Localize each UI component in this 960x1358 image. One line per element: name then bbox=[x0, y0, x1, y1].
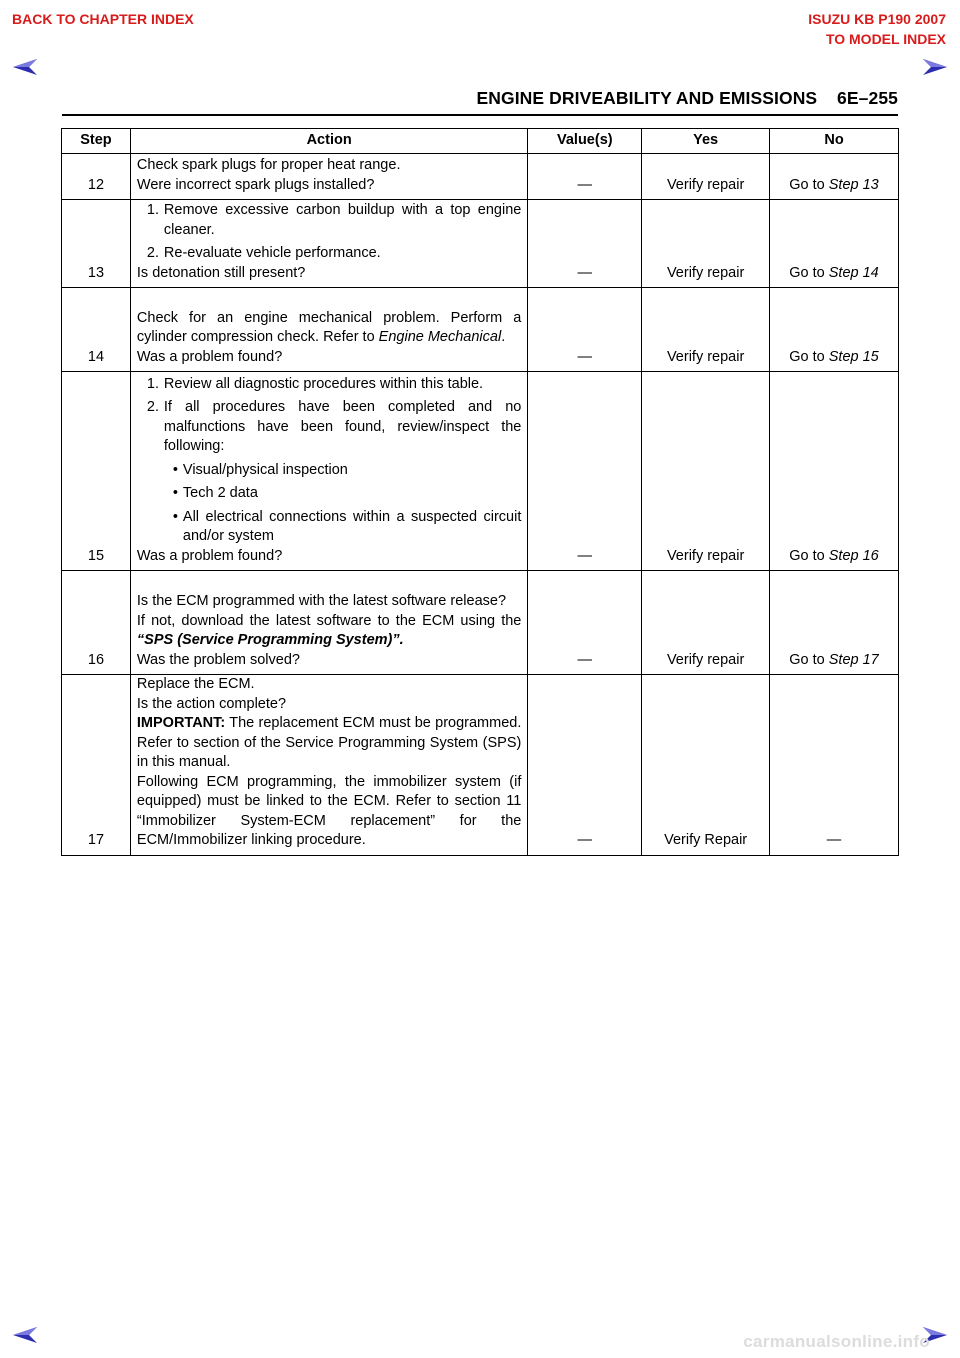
table-row-step-15 bbox=[62, 372, 899, 571]
action-cell bbox=[130, 571, 527, 675]
important-text: The replacement ECM must be programmed. Refer to section of the Service Programming System (SPS) in this manual. bbox=[136, 715, 522, 770]
column-header-values: Value(s) bbox=[528, 129, 642, 154]
bullet-text: Tech 2 data bbox=[182, 485, 258, 501]
list-number: 1. bbox=[146, 202, 159, 218]
list-text: Review all diagnostic procedures within this table. bbox=[163, 375, 484, 392]
action-question: Is the action complete? bbox=[136, 695, 287, 712]
back-to-chapter-index-link[interactable]: BACK TO CHAPTER INDEX bbox=[12, 11, 194, 27]
bullet-icon: • bbox=[172, 485, 178, 501]
model-title-link[interactable]: ISUZU KB P190 2007 bbox=[808, 11, 946, 27]
column-header-step: Step bbox=[62, 129, 131, 154]
no-cell bbox=[770, 154, 899, 200]
table-row-step-12 bbox=[62, 154, 899, 200]
yes-cell: Verify repair bbox=[642, 372, 770, 571]
list-text: Remove excessive carbon buildup with a top engine cleaner. bbox=[163, 202, 522, 238]
action-text: Check spark plugs for proper heat range. bbox=[136, 157, 401, 173]
list-item bbox=[137, 398, 521, 457]
list-number: 2. bbox=[146, 245, 159, 261]
step-link[interactable]: Step 13 bbox=[828, 176, 879, 193]
action-text bbox=[137, 309, 521, 348]
step-number: 12 bbox=[62, 154, 131, 200]
to-model-index-link[interactable]: TO MODEL INDEX bbox=[825, 31, 946, 47]
action-text-download bbox=[137, 612, 521, 651]
value-cell: — bbox=[528, 571, 642, 675]
list-number: 2. bbox=[146, 399, 159, 415]
action-text: Replace the ECM. bbox=[136, 676, 255, 692]
bullet-item bbox=[137, 508, 521, 547]
action-text: Is the ECM programmed with the latest software release? bbox=[136, 593, 507, 609]
action-text-main: Check for an engine mechanical problem. Perform a cylinder compression check. Refer to bbox=[136, 309, 522, 345]
action-text-end: . bbox=[501, 329, 506, 345]
no-cell bbox=[770, 372, 899, 571]
prev-page-bottom-arrow-icon[interactable] bbox=[12, 1326, 38, 1344]
bullet-icon: • bbox=[172, 508, 178, 525]
value-cell: — bbox=[528, 154, 642, 200]
step-number: 14 bbox=[62, 288, 131, 372]
bullet-text: Visual/physical inspection bbox=[182, 461, 348, 478]
table-row-step-13 bbox=[62, 200, 899, 288]
reference-link[interactable]: Engine Mechanical bbox=[378, 329, 502, 345]
bullet-item bbox=[137, 461, 521, 481]
table-row-step-14 bbox=[62, 288, 899, 372]
no-cell bbox=[770, 571, 899, 675]
step-link[interactable]: Step 15 bbox=[828, 348, 879, 365]
column-header-yes: Yes bbox=[642, 129, 770, 154]
column-header-no: No bbox=[770, 129, 899, 154]
step-link[interactable]: Step 16 bbox=[828, 547, 879, 564]
go-to-text: Go to bbox=[789, 547, 829, 564]
sps-reference-link[interactable]: “SPS (Service Programming System)”. bbox=[136, 632, 404, 648]
list-number: 1. bbox=[146, 375, 159, 392]
prev-page-arrow-icon[interactable] bbox=[12, 58, 38, 76]
important-note bbox=[137, 714, 521, 773]
watermark: carmanualsonline.info bbox=[743, 1332, 930, 1351]
step-number: 16 bbox=[62, 571, 131, 675]
step-number: 17 bbox=[62, 675, 131, 856]
go-to-text: Go to bbox=[789, 651, 829, 668]
go-to-text: Go to bbox=[789, 348, 829, 365]
yes-cell: Verify repair bbox=[642, 571, 770, 675]
immobilizer-note: Following ECM programming, the immobilizer system (if equipped) must be linked to the ECM. Refer to section 11 “Immobilizer System-ECM replacement” for the ECM/Immobilizer linking procedure. bbox=[136, 773, 522, 848]
important-label: IMPORTANT: bbox=[136, 715, 226, 731]
diagnostic-table bbox=[61, 128, 899, 856]
yes-cell: Verify repair bbox=[642, 154, 770, 200]
list-item bbox=[137, 375, 521, 395]
column-header-action: Action bbox=[130, 129, 527, 154]
action-cell bbox=[130, 200, 527, 288]
action-cell bbox=[130, 154, 527, 200]
step-link[interactable]: Step 17 bbox=[828, 651, 879, 668]
action-cell bbox=[130, 372, 527, 571]
bullet-text: All electrical connections within a suspected circuit and/or system bbox=[182, 508, 522, 544]
bullet-icon: • bbox=[172, 461, 178, 478]
table-header-row bbox=[62, 129, 899, 154]
step-link[interactable]: Step 14 bbox=[828, 264, 879, 281]
yes-cell: Verify repair bbox=[642, 288, 770, 372]
table-row-step-16 bbox=[62, 571, 899, 675]
bullet-item bbox=[137, 484, 521, 504]
page-header bbox=[62, 86, 898, 116]
go-to-text: Go to bbox=[789, 176, 829, 193]
list-text: If all procedures have been completed and no malfunctions have been found, review/inspect the following: bbox=[163, 399, 522, 454]
yes-cell: Verify repair bbox=[642, 200, 770, 288]
step-number: 13 bbox=[62, 200, 131, 288]
yes-cell: Verify Repair bbox=[642, 675, 770, 856]
step-number: 15 bbox=[62, 372, 131, 571]
action-question: Was a problem found? bbox=[136, 348, 283, 365]
go-to-text: Go to bbox=[789, 264, 829, 281]
page-title: ENGINE DRIVEABILITY AND EMISSIONS 6E–255 bbox=[476, 88, 898, 108]
action-cell bbox=[130, 675, 527, 856]
no-cell bbox=[770, 200, 899, 288]
value-cell: — bbox=[528, 200, 642, 288]
action-question: Is detonation still present? bbox=[136, 264, 306, 281]
no-cell: — bbox=[770, 675, 899, 856]
action-question: Was a problem found? bbox=[136, 547, 283, 564]
list-item bbox=[137, 201, 521, 240]
action-cell bbox=[130, 288, 527, 372]
action-question: Was the problem solved? bbox=[136, 651, 300, 668]
value-cell: — bbox=[528, 675, 642, 856]
no-cell bbox=[770, 288, 899, 372]
action-question: Were incorrect spark plugs installed? bbox=[136, 176, 375, 193]
value-cell: — bbox=[528, 288, 642, 372]
download-text: If not, download the latest software to the ECM using the bbox=[136, 612, 522, 629]
value-cell: — bbox=[528, 372, 642, 571]
table-row-step-17 bbox=[62, 675, 899, 856]
next-page-arrow-icon[interactable] bbox=[922, 58, 948, 76]
list-item bbox=[137, 244, 521, 264]
list-text: Re-evaluate vehicle performance. bbox=[163, 245, 381, 261]
